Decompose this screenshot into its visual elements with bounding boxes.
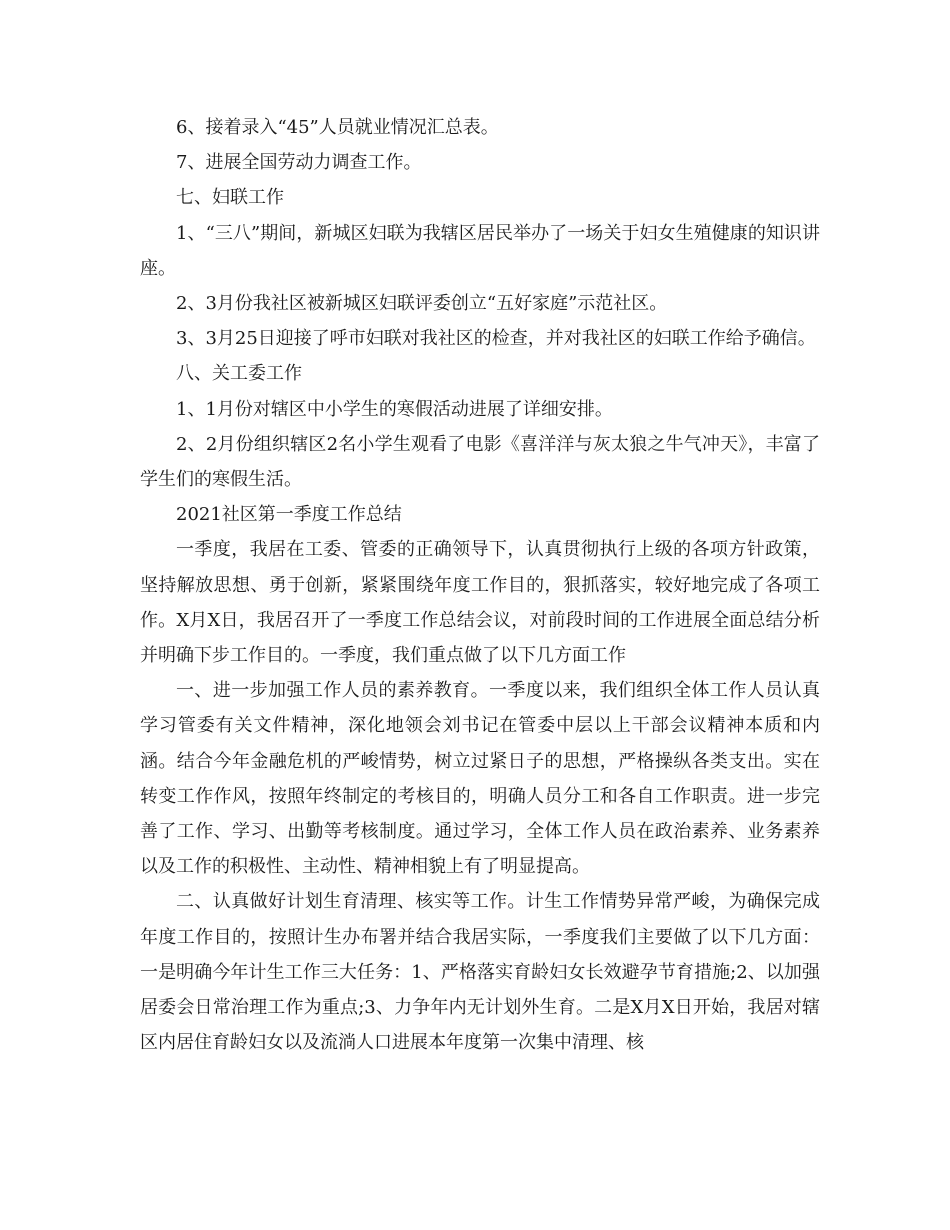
list-item-movie: 2、2月份组织辖区2名小学生观看了电影《喜洋洋与灰太狼之牛气冲天》，丰富了学生们的寒假生活。 bbox=[140, 433, 820, 491]
body-paragraph-staff-education: 一、进一步加强工作人员的素养教育。一季度以来，我们组织全体工作人员认真学习管委有关文件精神，深化地领会刘书记在管委中层以上干部会议精神本质和内涵。结合今年金融危机的严峻情势，树立过紧日子的思想，严格操纵各类支出。实在转变工作作风，按照年终制定的考核目的，明确人员分工和各自工作职责。进一步完善了工作、学习、出勤等考核制度。通过学习，全体工作人员在政治素养、业务素养以及工作的积极性、主动性、精神相貌上有了明显提高。 bbox=[140, 680, 820, 878]
body-paragraph-family-planning: 二、认真做好计划生育清理、核实等工作。计生工作情势异常严峻，为确保完成年度工作目的，按照计生办布署并结合我居实际，一季度我们主要做了以下几方面：一是明确今年计生工作三大任务：1、严格落实育龄妇女长效避孕节育措施;2、以加强居委会日常治理工作为重点;3、力争年内无计划外生育。二是X月X日开始，我居对辖区内居住育龄妇女以及流淌人口进展本年度第一次集中清理、核 bbox=[140, 891, 820, 1054]
document-page bbox=[140, 110, 820, 1060]
list-item-lecture: 1、“三八”期间，新城区妇联为我辖区居民举办了一场关于妇女生殖健康的知识讲座。 bbox=[140, 222, 820, 279]
list-item-winter-activities: 1、1月份对辖区中小学生的寒假活动进展了详细安排。 bbox=[176, 398, 613, 420]
document-title: 2021社区第一季度工作总结 bbox=[176, 504, 402, 526]
section-heading-womens-federation: 七、妇联工作 bbox=[176, 187, 284, 209]
list-item-five-good-families: 2、3月份我社区被新城区妇联评委创立“五好家庭”示范社区。 bbox=[176, 293, 668, 315]
list-item-census-summary: 6、接着录入“45”人员就业情况汇总表。 bbox=[176, 117, 499, 138]
list-item-inspection: 3、3月25日迎接了呼市妇联对我社区的检查，并对我社区的妇联工作给予确信。 bbox=[176, 328, 816, 350]
section-heading-youth-committee: 八、关工委工作 bbox=[176, 363, 302, 385]
body-paragraph-intro: 一季度，我居在工委、管委的正确领导下，认真贯彻执行上级的各项方针政策，坚持解放思想、勇于创新，紧紧围绕年度工作目的，狠抓落实，较好地完成了各项工作。X月X日，我居召开了一季度工作总结会议，对前段时间的工作进展全面总结分析并明确下步工作目的。一季度，我们重点做了以下几方面工作 bbox=[140, 539, 820, 667]
list-item-labor-survey: 7、进展全国劳动力调查工作。 bbox=[176, 152, 422, 174]
